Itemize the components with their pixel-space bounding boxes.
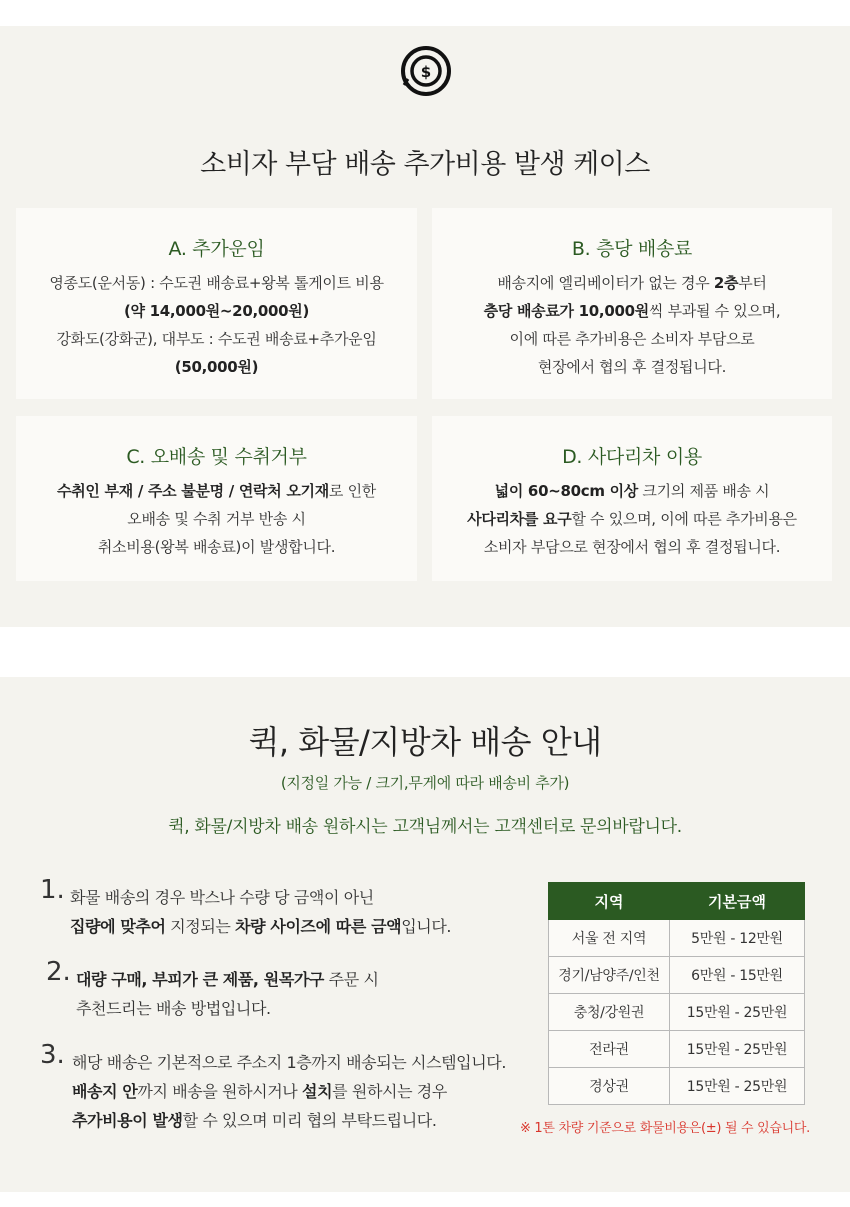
text-span: 를 원하시는 경우 (332, 1082, 447, 1101)
card-text: 이에 따른 추가비용은 소비자 부담으로 (509, 330, 755, 348)
text-span: 지정되는 (165, 917, 236, 936)
cell-region: 서울 전 지역 (549, 920, 670, 957)
card-text (432, 297, 832, 325)
cell-price: 15만원 - 25만원 (670, 994, 805, 1031)
text-span: 주문 시 (324, 970, 379, 989)
text-bold: 사다리차를 요구 (467, 510, 572, 528)
cell-region: 경상권 (549, 1068, 670, 1105)
header-price: 기본금액 (670, 883, 805, 920)
item-text (70, 912, 451, 941)
item-text (72, 1106, 506, 1135)
card-text: 현장에서 협의 후 결정됩니다. (537, 358, 727, 376)
table-row (549, 920, 805, 957)
card-title: B. 층당 배송료 (571, 238, 693, 260)
section-title: 퀵, 화물/지방차 배송 안내 (248, 723, 602, 761)
card-title: A. 추가운임 (168, 238, 265, 260)
text-span: 로 인한 (328, 482, 376, 500)
card-text (16, 353, 417, 381)
card-text: 영종도(운서동) : 수도권 배송료+왕복 톨게이트 비용 (49, 274, 384, 292)
text-span: 크기의 제품 배송 시 (637, 482, 770, 500)
svg-text:$: $ (420, 63, 432, 81)
card-text: 오배송 및 수취 거부 반송 시 (127, 510, 306, 528)
text-span: 입니다. (401, 917, 452, 936)
text-span: 할 수 있으며, 이에 따른 추가비용은 (571, 510, 797, 528)
freight-note: ※ 1톤 차량 기준으로 화물비용은(±) 될 수 있습니다. (520, 1121, 811, 1136)
text-bold: 배송지 안 (72, 1082, 138, 1101)
text-span: 배송지에 엘리베이터가 없는 경우 (497, 274, 714, 292)
card-text (432, 477, 832, 505)
cell-price: 15만원 - 25만원 (670, 1031, 805, 1068)
cell-price: 6만원 - 15만원 (670, 957, 805, 994)
cell-region: 충청/강원권 (549, 994, 670, 1031)
item-text (72, 1077, 506, 1106)
card-text: 소비자 부담으로 현장에서 협의 후 결정됩니다. (483, 538, 781, 556)
item-number: 3. (40, 1040, 65, 1070)
text-span: 까지 배송을 원하시거나 (137, 1082, 303, 1101)
card-title: D. 사다리차 이용 (562, 446, 702, 468)
cell-region: 전라권 (549, 1031, 670, 1068)
item-number: 1. (40, 875, 65, 905)
card-ladder-truck (432, 416, 832, 581)
table-row (549, 1068, 805, 1105)
text-span: 부터 (738, 274, 767, 292)
card-text-bold: (50,000원) (174, 358, 259, 376)
card-title: C. 오배송 및 수취거부 (126, 446, 307, 468)
text-bold: 넓이 60~80cm 이상 (494, 482, 638, 500)
table-row (549, 1031, 805, 1068)
card-text: 취소비용(왕복 배송료)이 발생합니다. (97, 538, 336, 556)
card-extra-fare (16, 208, 417, 399)
text-bold: 설치 (302, 1082, 333, 1101)
card-text-bold: (약 14,000원~20,000원) (123, 302, 310, 320)
card-text (16, 477, 417, 505)
text-span: 씩 부과될 수 있으며, (648, 302, 781, 320)
text-bold: 차량 사이즈에 따른 금액 (235, 917, 402, 936)
section-subtitle: (지정일 가능 / 크기,무게에 따라 배송비 추가) (280, 774, 570, 792)
section-title: 소비자 부담 배송 추가비용 발생 케이스 (200, 149, 650, 180)
card-floor-fee (432, 208, 832, 399)
cell-price: 15만원 - 25만원 (670, 1068, 805, 1105)
text-bold: 수취인 부재 / 주소 불분명 / 연락처 오기재 (57, 482, 329, 500)
table-header-row (549, 883, 805, 920)
dollar-coin-icon (400, 45, 452, 97)
text-bold: 대량 구매, 부피가 큰 제품, 원목가구 (76, 970, 324, 989)
card-text: 강화도(강화군), 대부도 : 수도권 배송료+추가운임 (56, 330, 377, 348)
price-table (548, 882, 805, 1105)
card-text (432, 269, 832, 297)
cell-price: 5만원 - 12만원 (670, 920, 805, 957)
cell-region: 경기/남양주/인천 (549, 957, 670, 994)
text-bold: 2층 (713, 274, 739, 292)
text-bold: 층당 배송료가 10,000원 (483, 302, 649, 320)
table-row (549, 994, 805, 1031)
item-text: 화물 배송의 경우 박스나 수량 당 금액이 아닌 (70, 888, 374, 907)
text-bold: 추가비용이 발생 (72, 1111, 183, 1130)
card-text (16, 297, 417, 325)
card-text (432, 505, 832, 533)
contact-notice: 퀵, 화물/지방차 배송 원하시는 고객님께서는 고객센터로 문의바랍니다. (168, 817, 682, 837)
item-text: 해당 배송은 기본적으로 주소지 1층까지 배송되는 시스템입니다. (72, 1053, 507, 1072)
text-bold: 집량에 맞추어 (70, 917, 166, 936)
header-region: 지역 (549, 883, 670, 920)
item-number: 2. (46, 957, 71, 987)
item-text: 추천드리는 배송 방법입니다. (76, 999, 271, 1018)
card-misdelivery (16, 416, 417, 581)
text-span: 할 수 있으며 미리 협의 부탁드립니다. (182, 1111, 437, 1130)
item-text (76, 965, 379, 994)
table-row (549, 957, 805, 994)
